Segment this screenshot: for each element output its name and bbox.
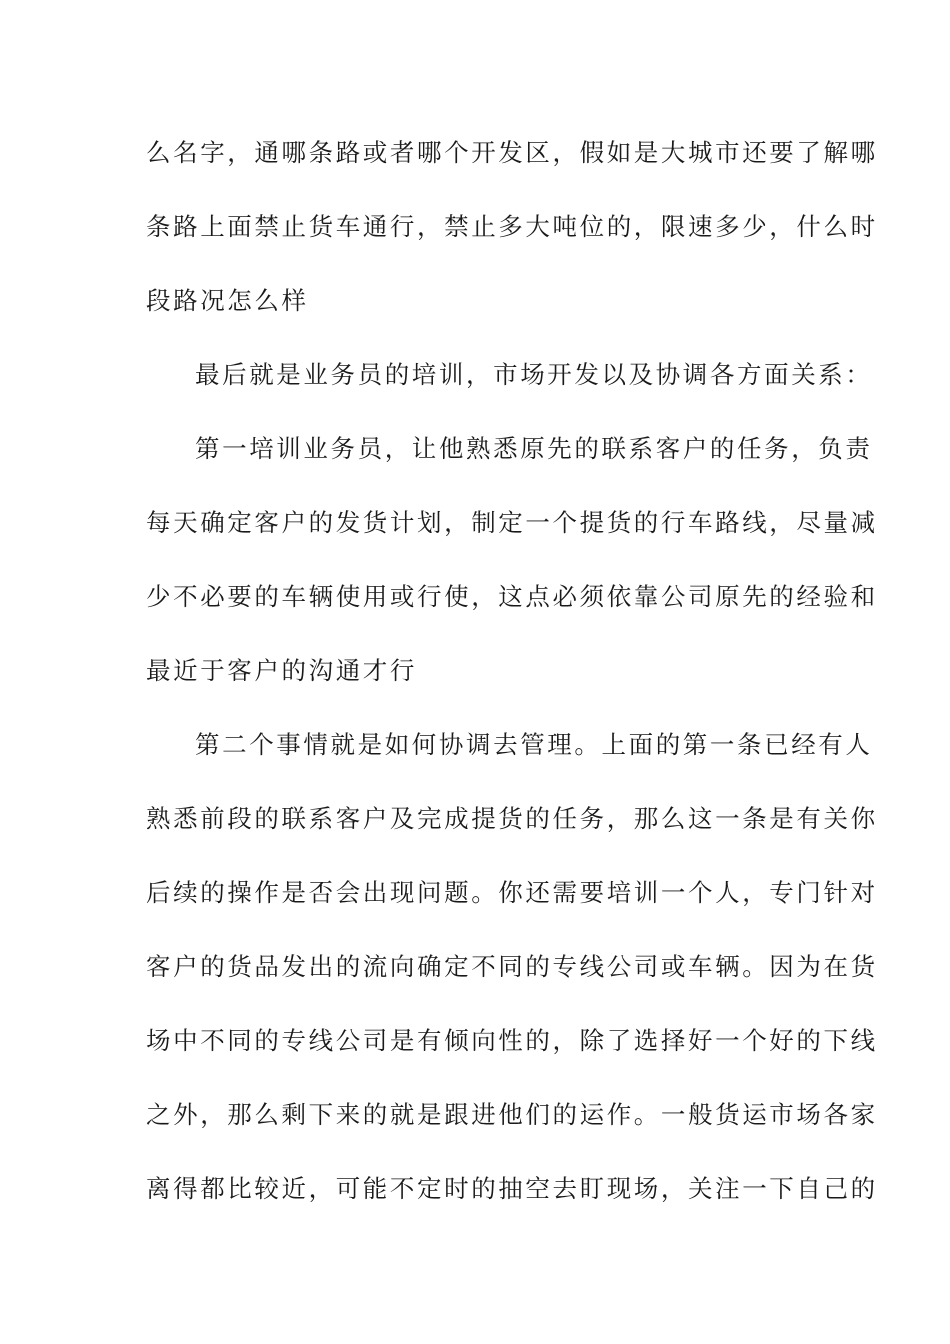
text-line: 之外，那么剩下来的就是跟进他们的运作。一般货运市场各家 bbox=[146, 1100, 878, 1129]
text-line: 条路上面禁止货车通行，禁止多大吨位的，限速多少，什么时 bbox=[146, 212, 878, 241]
text-line: 段路况怎么样 bbox=[146, 286, 309, 315]
text-line: 最近于客户的沟通才行 bbox=[146, 656, 417, 685]
text-line: 少不必要的车辆使用或行使，这点必须依靠公司原先的经验和 bbox=[146, 582, 878, 611]
text-line: 熟悉前段的联系客户及完成提货的任务，那么这一条是有关你 bbox=[146, 804, 878, 833]
text-line: 每天确定客户的发货计划，制定一个提货的行车路线，尽量减 bbox=[146, 508, 878, 537]
text-line: 客户的货品发出的流向确定不同的专线公司或车辆。因为在货 bbox=[146, 952, 878, 981]
text-line: 么名字，通哪条路或者哪个开发区，假如是大城市还要了解哪 bbox=[146, 138, 878, 167]
paragraph-first-line: 第二个事情就是如何协调去管理。上面的第一条已经有人 bbox=[195, 730, 873, 759]
paragraph-first-line: 第一培训业务员，让他熟悉原先的联系客户的任务，负责 bbox=[195, 434, 873, 463]
paragraph-first-line: 最后就是业务员的培训，市场开发以及协调各方面关系： bbox=[195, 360, 873, 389]
text-line: 后续的操作是否会出现问题。你还需要培训一个人，专门针对 bbox=[146, 878, 878, 907]
text-line: 离得都比较近，可能不定时的抽空去盯现场，关注一下自己的 bbox=[146, 1174, 878, 1203]
text-line: 场中不同的专线公司是有倾向性的，除了选择好一个好的下线 bbox=[146, 1026, 878, 1055]
